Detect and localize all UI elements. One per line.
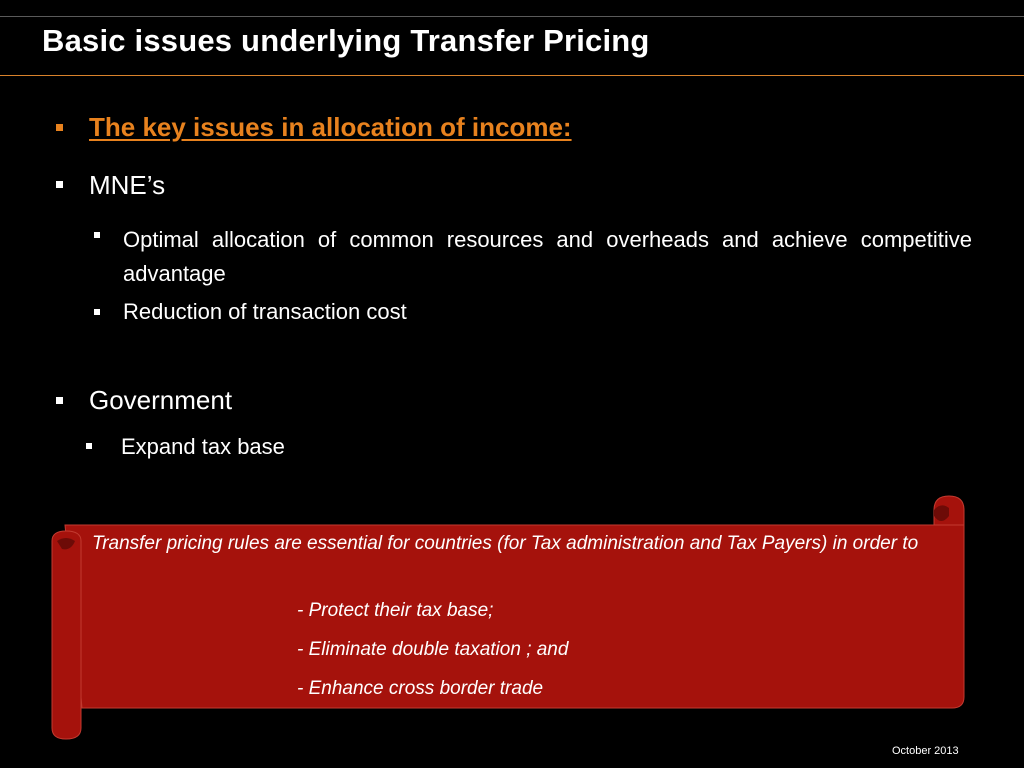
footer-date: October 2013 bbox=[892, 745, 959, 757]
government-item-1: Expand tax base bbox=[121, 434, 285, 459]
slide-title: Basic issues underlying Transfer Pricing bbox=[42, 23, 650, 58]
key-issues-heading: The key issues in allocation of income: bbox=[89, 112, 572, 142]
mne-item-2: Reduction of transaction cost bbox=[123, 299, 407, 324]
mne-label: MNE’s bbox=[89, 170, 166, 200]
scroll-point-2: - Eliminate double taxation ; and bbox=[297, 639, 569, 660]
scroll-point-3: - Enhance cross border trade bbox=[297, 678, 544, 699]
government-label: Government bbox=[89, 385, 233, 415]
scroll-intro-text: Transfer pricing rules are essential for countries (for Tax administration and Tax Payers) in order to bbox=[92, 533, 919, 554]
scroll-point-1: - Protect their tax base; bbox=[297, 600, 494, 621]
mne-item-1: Optimal allocation of common resources and overheads and achieve competitive advantage bbox=[123, 227, 972, 286]
